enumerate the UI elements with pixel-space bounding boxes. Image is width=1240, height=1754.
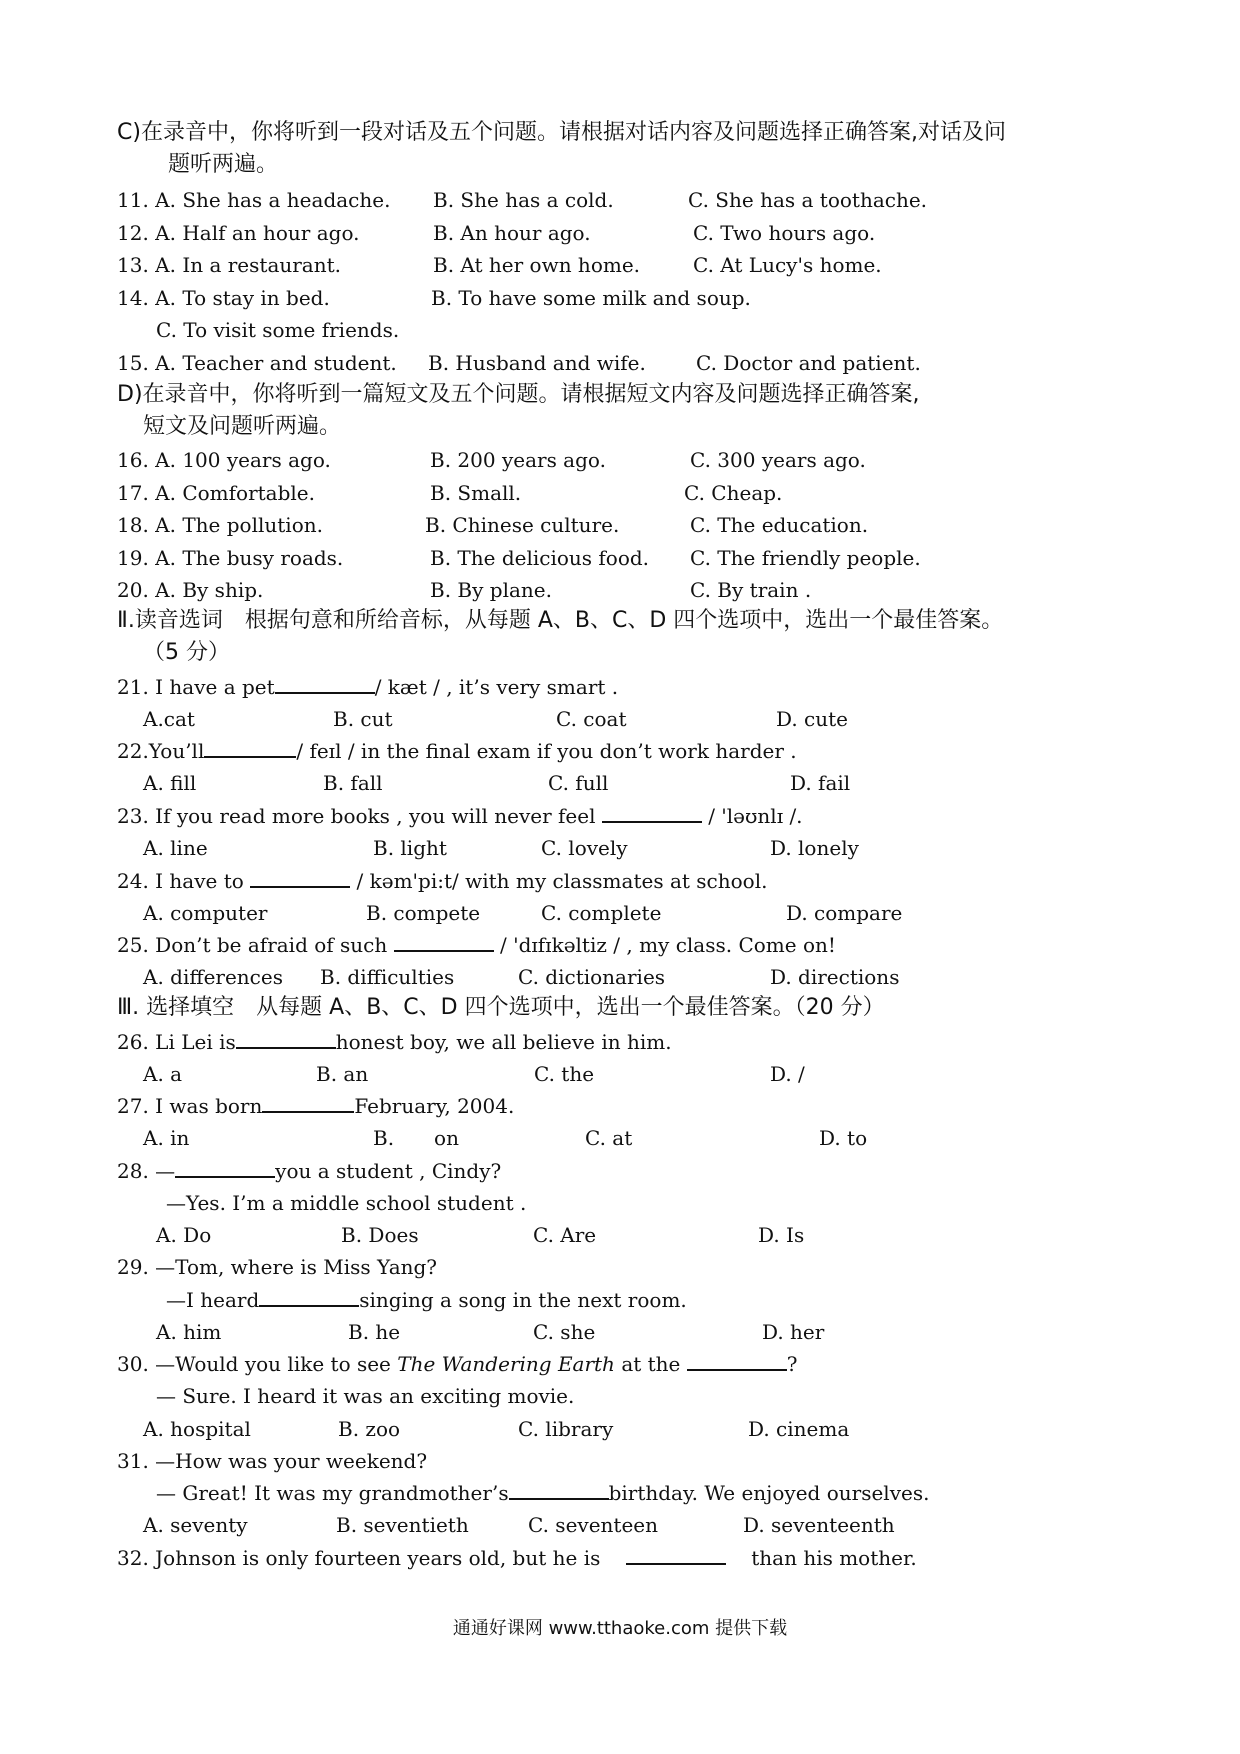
question-stem	[117, 1349, 797, 1379]
option-a: A. computer	[143, 901, 268, 925]
option-c: C. at	[585, 1126, 633, 1150]
stem-text: 21. I have a pet	[117, 675, 275, 699]
answer-blank	[602, 801, 702, 823]
option-b: B. The delicious food.	[430, 546, 650, 570]
answer-dialogue	[156, 1478, 929, 1508]
question-stem	[117, 801, 803, 831]
answer-blank	[175, 1156, 275, 1178]
option-a: 11. A. She has a headache.	[117, 188, 391, 212]
option-c: C. The education.	[690, 513, 869, 537]
option-b: B. Chinese culture.	[425, 513, 620, 537]
option-a: A. Do	[156, 1223, 212, 1247]
option-b: B. She has a cold.	[433, 188, 614, 212]
stem-text: 26. Li Lei is	[117, 1030, 236, 1054]
option-c: C. coat	[556, 707, 627, 731]
option-b: B. An hour ago.	[433, 221, 591, 245]
option-c: C. the	[534, 1062, 595, 1086]
option-b: B. on	[373, 1126, 459, 1150]
question-stem	[117, 1543, 917, 1573]
option-b: B. fall	[323, 771, 383, 795]
option-d: D. seventeenth	[743, 1513, 895, 1537]
option-c: C. dictionaries	[518, 965, 666, 989]
option-c: C. 300 years ago.	[690, 448, 866, 472]
answer-blank	[509, 1478, 609, 1500]
option-a: 16. A. 100 years ago.	[117, 448, 331, 472]
answer-dialogue: —Yes. I’m a middle school student .	[166, 1191, 527, 1215]
option-a: 15. A. Teacher and student.	[117, 351, 397, 375]
answer-blank	[394, 930, 494, 952]
option-b: B. 200 years ago.	[430, 448, 606, 472]
option-b: B. At her own home.	[433, 253, 641, 277]
option-b: B. Husband and wife.	[428, 351, 646, 375]
stem-text: 23. If you read more books , you will never feel	[117, 804, 596, 828]
option-a: A. fill	[143, 771, 197, 795]
option-b: B. seventieth	[336, 1513, 469, 1537]
answer-dialogue	[166, 1285, 687, 1315]
option-c: C. Doctor and patient.	[696, 351, 921, 375]
option-c: C. seventeen	[528, 1513, 659, 1537]
option-c: C. library	[518, 1417, 614, 1441]
option-b: B. compete	[366, 901, 481, 925]
section-d-heading: D)在录音中，你将听到一篇短文及五个问题。请根据短文内容及问题选择正确答案,	[117, 382, 920, 407]
option-d: D. fail	[790, 771, 851, 795]
option-c: C. Are	[533, 1223, 597, 1247]
reply-text-end: birthday. We enjoyed ourselves.	[608, 1481, 930, 1505]
option-d: D. her	[762, 1320, 825, 1344]
stem-text-end: / kæt / , it’s very smart .	[374, 675, 619, 699]
option-c: C. To visit some friends.	[156, 318, 400, 342]
option-c: C. lovely	[541, 836, 628, 860]
option-a: A.cat	[143, 707, 195, 731]
option-d: D. to	[819, 1126, 868, 1150]
answer-blank	[626, 1543, 726, 1565]
option-b: B. Small.	[430, 481, 522, 505]
option-a: A. line	[143, 836, 208, 860]
stem-text: 32. Johnson is only fourteen years old, but he is	[117, 1546, 601, 1570]
option-d: D. /	[770, 1062, 805, 1086]
answer-blank	[236, 1027, 336, 1049]
stem-text-mid: at the	[621, 1352, 681, 1376]
answer-blank	[687, 1349, 787, 1371]
option-b: B. difficulties	[320, 965, 455, 989]
option-a: 17. A. Comfortable.	[117, 481, 315, 505]
reply-text-end: singing a song in the next room.	[359, 1288, 687, 1312]
answer-blank	[275, 672, 375, 694]
option-a: 13. A. In a restaurant.	[117, 253, 342, 277]
option-a: A. in	[143, 1126, 190, 1150]
stem-text: 30. —Would you like to see	[117, 1352, 391, 1376]
section-ii-heading: Ⅱ.读音选词 根据句意和所给音标，从每题 A、B、C、D 四个选项中，选出一个最佳答案。	[117, 608, 1004, 633]
stem-text-end: / kəm'pi:t/ with my classmates at school.	[356, 869, 768, 893]
section-iii-heading: Ⅲ. 选择填空 从每题 A、B、C、D 四个选项中，选出一个最佳答案。（20 分）	[117, 995, 885, 1020]
answer-blank	[250, 866, 350, 888]
question-stem	[117, 736, 797, 766]
option-b: B. Does	[341, 1223, 419, 1247]
reply-text: —I heard	[166, 1288, 260, 1312]
stem-text: 27. I was born	[117, 1094, 263, 1118]
option-a: 12. A. Half an hour ago.	[117, 221, 360, 245]
option-a: A. a	[143, 1062, 183, 1086]
question-stem: 29. —Tom, where is Miss Yang?	[117, 1255, 438, 1279]
option-c: C. At Lucy's home.	[693, 253, 882, 277]
page-footer: 通通好课网 www.tthaoke.com 提供下载	[452, 1618, 788, 1639]
stem-text-end: February, 2004.	[354, 1094, 515, 1118]
question-stem	[117, 1091, 514, 1121]
section-d-heading-cont: 短文及问题听两遍。	[143, 414, 342, 439]
option-a: A. differences	[143, 965, 283, 989]
option-c: C. She has a toothache.	[688, 188, 928, 212]
movie-title: The Wandering Earth	[397, 1352, 615, 1376]
stem-text-end: / feɪl / in the final exam if you don’t work harder .	[296, 739, 797, 763]
option-a: A. him	[156, 1320, 222, 1344]
stem-text: 22.You’ll	[117, 739, 205, 763]
option-a: 20. A. By ship.	[117, 578, 264, 602]
option-b: B. cut	[333, 707, 393, 731]
stem-text-end: honest boy, we all believe in him.	[335, 1030, 672, 1054]
option-b: B. he	[348, 1320, 401, 1344]
question-stem	[117, 1027, 672, 1057]
option-d: D. compare	[786, 901, 903, 925]
option-b: B. light	[373, 836, 447, 860]
option-c: C. full	[548, 771, 609, 795]
option-a: 19. A. The busy roads.	[117, 546, 344, 570]
question-stem	[117, 930, 836, 960]
option-d: D. cute	[776, 707, 848, 731]
answer-blank	[262, 1091, 354, 1113]
stem-text: 25. Don’t be afraid of such	[117, 933, 388, 957]
option-c: C. complete	[541, 901, 662, 925]
option-c: C. Two hours ago.	[693, 221, 876, 245]
option-d: D. lonely	[770, 836, 859, 860]
option-d: D. cinema	[748, 1417, 850, 1441]
section-c-heading: C)在录音中，你将听到一段对话及五个问题。请根据对话内容及问题选择正确答案,对话及问	[117, 120, 1006, 145]
option-b: B. zoo	[338, 1417, 401, 1441]
option-b: B. By plane.	[430, 578, 552, 602]
question-stem: 31. —How was your weekend?	[117, 1449, 428, 1473]
section-c-heading-cont: 题听两遍。	[168, 152, 279, 177]
stem-text-end: / 'dɪfɪkəltiz / , my class. Come on!	[499, 933, 836, 957]
option-c: C. she	[533, 1320, 596, 1344]
option-c: C. Cheap.	[684, 481, 783, 505]
question-stem	[117, 1156, 501, 1186]
option-d: D. Is	[758, 1223, 805, 1247]
question-stem	[117, 866, 767, 896]
option-a: A. hospital	[143, 1417, 251, 1441]
option-b: B. To have some milk and soup.	[431, 286, 751, 310]
option-b: B. an	[316, 1062, 369, 1086]
option-a: 18. A. The pollution.	[117, 513, 323, 537]
reply-text: — Great! It was my grandmother’s	[156, 1481, 509, 1505]
option-d: D. directions	[770, 965, 900, 989]
stem-text-end: ?	[786, 1352, 798, 1376]
stem-text-end: you a student , Cindy?	[275, 1159, 502, 1183]
answer-blank	[204, 736, 296, 758]
section-ii-score: （5 分）	[143, 640, 230, 665]
stem-text-end: / 'ləʊnlɪ /.	[708, 804, 803, 828]
question-stem	[117, 672, 618, 702]
stem-text: 28. —	[117, 1159, 176, 1183]
option-c: C. The friendly people.	[690, 546, 921, 570]
stem-text: 24. I have to	[117, 869, 244, 893]
stem-text-end: than his mother.	[751, 1546, 917, 1570]
answer-blank	[259, 1285, 359, 1307]
answer-dialogue: — Sure. I heard it was an exciting movie.	[156, 1384, 575, 1408]
option-c: C. By train .	[690, 578, 812, 602]
option-a: A. seventy	[143, 1513, 248, 1537]
option-a: 14. A. To stay in bed.	[117, 286, 330, 310]
